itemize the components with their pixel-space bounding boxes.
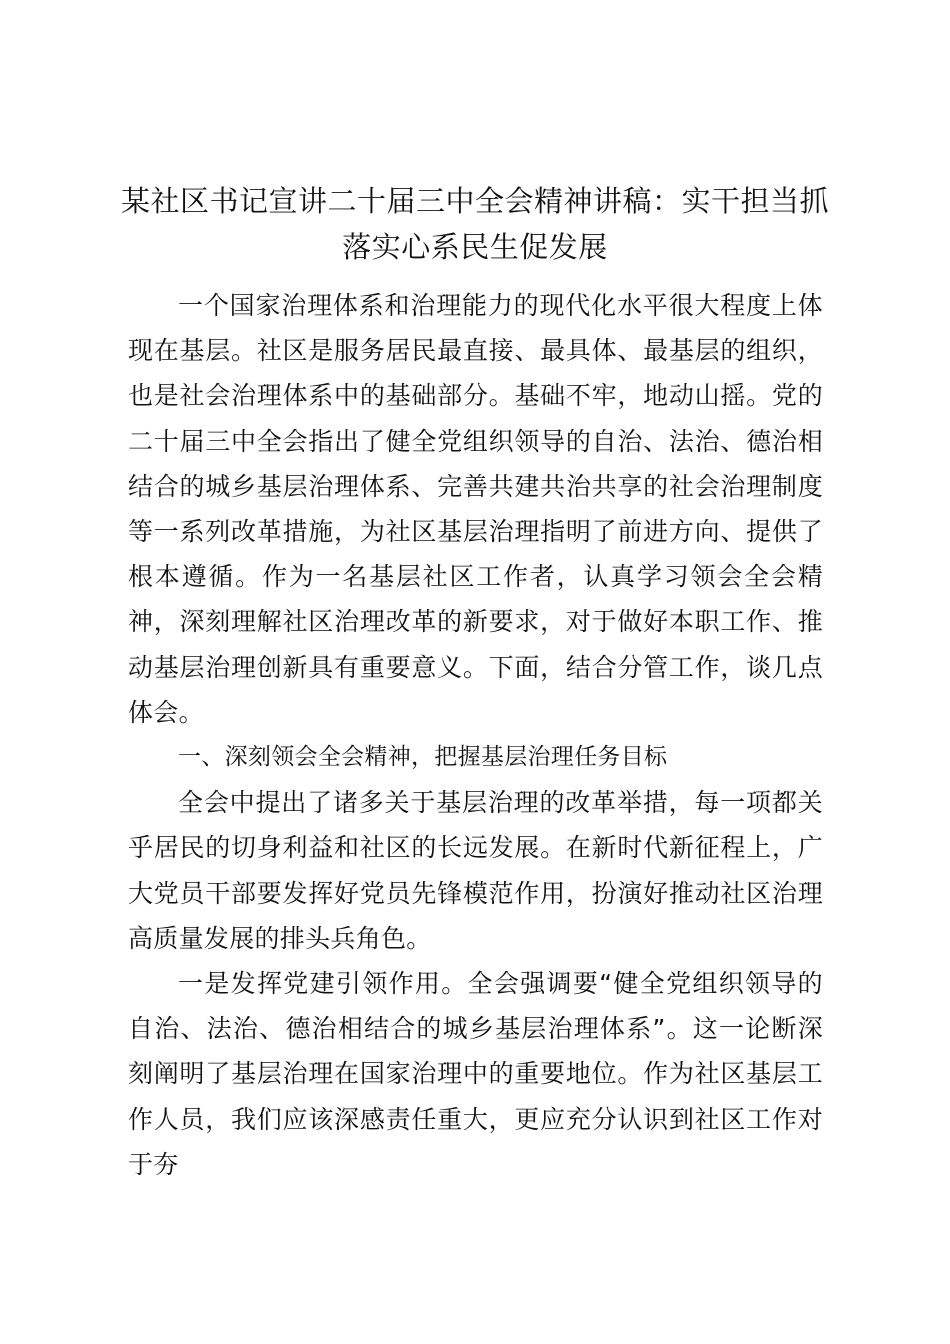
section-heading: 一、深刻领会全会精神，把握基层治理任务目标 [178, 744, 668, 771]
point-one-paragraph: 一是发挥党建引领作用。全会强调要“健全党组织领导的自治、法治、德治相结合的城乡基层治理体系”。这一论断深刻阐明了基层治理在国家治理中的重要地位。作为社区基层工作人员，我们应该深感责任重大，更应充分认识到社区工作对于夯 [128, 969, 823, 1179]
document-body [128, 283, 823, 1187]
section-paragraph: 全会中提出了诸多关于基层治理的改革举措，每一项都关乎居民的切身利益和社区的长远发展。在新时代新征程上，广大党员干部要发挥好党员先锋模范作用，扮演好推动社区治理高质量发展的排头兵角色。 [128, 788, 823, 953]
document-title: 某社区书记宣讲二十届三中全会精神讲稿：实干担当抓落实心系民生促发展 [120, 184, 829, 264]
intro-paragraph: 一个国家治理体系和治理能力的现代化水平很大程度上体现在基层。社区是服务居民最直接、最具体、最基层的组织，也是社会治理体系中的基础部分。基础不牢，地动山摇。党的二十届三中全会指出了健全党组织领导的自治、法治、德治相结合的城乡基层治理体系、完善共建共治共享的社会治理制度等一系列改革措施，为社区基层治理指明了前进方向、提供了根本遵循。作为一名基层社区工作者，认真学习领会全会精神，深刻理解社区治理改革的新要求，对于做好本职工作、推动基层治理创新具有重要意义。下面，结合分管工作，谈几点体会。 [128, 291, 823, 727]
